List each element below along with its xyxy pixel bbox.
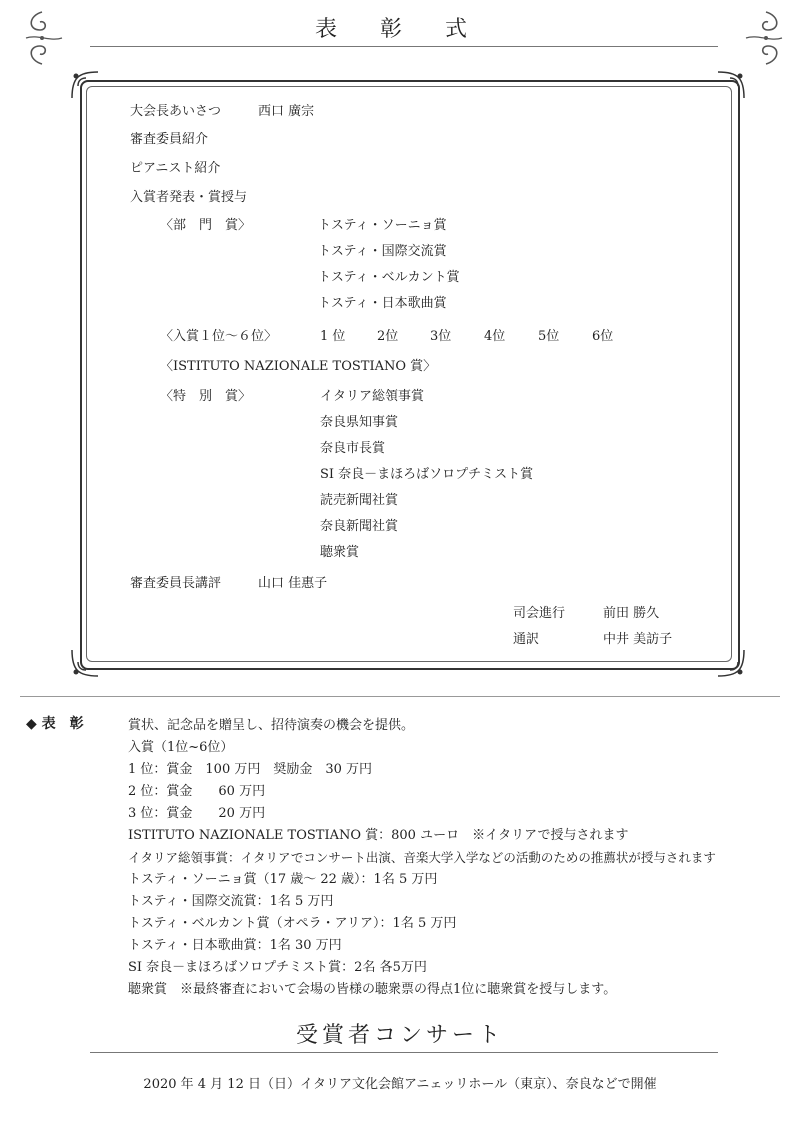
award-detail-line: ISTITUTO NAZIONALE TOSTIANO 賞：800 ユーロ ※イタリアで授与されます [128,828,629,843]
award-detail-line: イタリア総領事賞：イタリアでコンサート出演、音楽大学入学などの活動のための推薦状が授与されます [128,850,716,865]
corner-ornament-icon [68,644,104,680]
award-detail-line: 1 位：賞金 100 万円 奨励金 30 万円 [128,762,373,777]
flourish-left-icon [18,8,66,68]
special-award: イタリア総領事賞 [320,389,425,404]
concert-underline [90,1052,718,1053]
placement-item: 5位 [538,329,560,344]
mc-label: 司会進行 [513,606,566,621]
award-detail-line: トスティ・ソーニョ賞（17 歳～ 22 歳）：1名 5 万円 [128,872,438,887]
placement-item: 2位 [377,329,399,344]
pianist-intro: ピアニスト紹介 [130,161,221,176]
special-award: 読売新聞社賞 [320,493,399,508]
flourish-right-icon [742,8,790,68]
award-detail-line: 賞状、記念品を贈呈し、招待演奏の機会を提供。 [128,718,415,733]
placement-item: 6位 [592,329,614,344]
special-award: 奈良市長賞 [320,441,386,456]
award-detail-line: SI 奈良－まほろばソロプチミスト賞：2名 各5万円 [128,960,427,975]
award-detail-line: トスティ・日本歌曲賞：1名 30 万円 [128,938,342,953]
chief-judge-label: 審査委員長講評 [130,576,222,591]
greeting-label: 大会長あいさつ [130,104,222,119]
special-label: 〈特 別 賞〉 [160,389,252,404]
corner-ornament-icon [712,68,748,104]
concert-info: 2020 年 4 月 12 日（日）イタリア文化会館アニェッリホール（東京）、奈良などで開催 [143,1077,657,1092]
interpreter-label: 通訳 [513,632,540,647]
award-detail-line: 3 位：賞金 20 万円 [128,806,266,821]
awards-heading: ◆ 表 彰 [26,716,84,732]
special-award: SI 奈良－まほろばソロプチミスト賞 [320,467,534,482]
placement-item: 4位 [484,329,506,344]
greeting-name: 西口 廣宗 [258,104,315,119]
title-underline [90,46,718,47]
award-detail-line: 入賞（1位~6位） [128,740,234,755]
award-detail-line: 聴衆賞 ※最終審査において会場の皆様の聴衆票の得点1位に聴衆賞を授与します。 [128,982,617,997]
concert-title: 受賞者コンサート [295,1023,504,1048]
placement-item: 3位 [430,329,452,344]
special-award: 奈良県知事賞 [320,415,399,430]
award-announcement: 入賞者発表・賞授与 [130,190,248,205]
placement-label: 〈入賞１位～６位〉 [160,329,278,344]
chief-judge-name: 山口 佳惠子 [258,576,328,591]
award-detail-line: 2 位：賞金 60 万円 [128,784,266,799]
corner-ornament-icon [68,68,104,104]
corner-ornament-icon [712,644,748,680]
istituto-award-label: 〈ISTITUTO NAZIONALE TOSTIANO 賞〉 [160,359,437,374]
division-award: トスティ・ソーニョ賞 [318,218,447,233]
placement-item: 1 位 [320,329,346,344]
mc-name: 前田 勝久 [603,606,660,621]
special-award: 聴衆賞 [320,545,360,560]
division-award: トスティ・ベルカント賞 [318,270,460,285]
award-detail-line: トスティ・国際交流賞：1名 5 万円 [128,894,334,909]
section-divider [20,696,780,697]
interpreter-name: 中井 美訪子 [603,632,673,647]
special-award: 奈良新聞社賞 [320,519,399,534]
division-label: 〈部 門 賞〉 [160,218,252,233]
page-title: 表 彰 式 [315,17,485,42]
judges-intro: 審査委員紹介 [130,132,209,147]
division-award: トスティ・国際交流賞 [318,244,447,259]
division-award: トスティ・日本歌曲賞 [318,296,447,311]
award-detail-line: トスティ・ベルカント賞（オペラ・アリア）：1名 5 万円 [128,916,457,931]
